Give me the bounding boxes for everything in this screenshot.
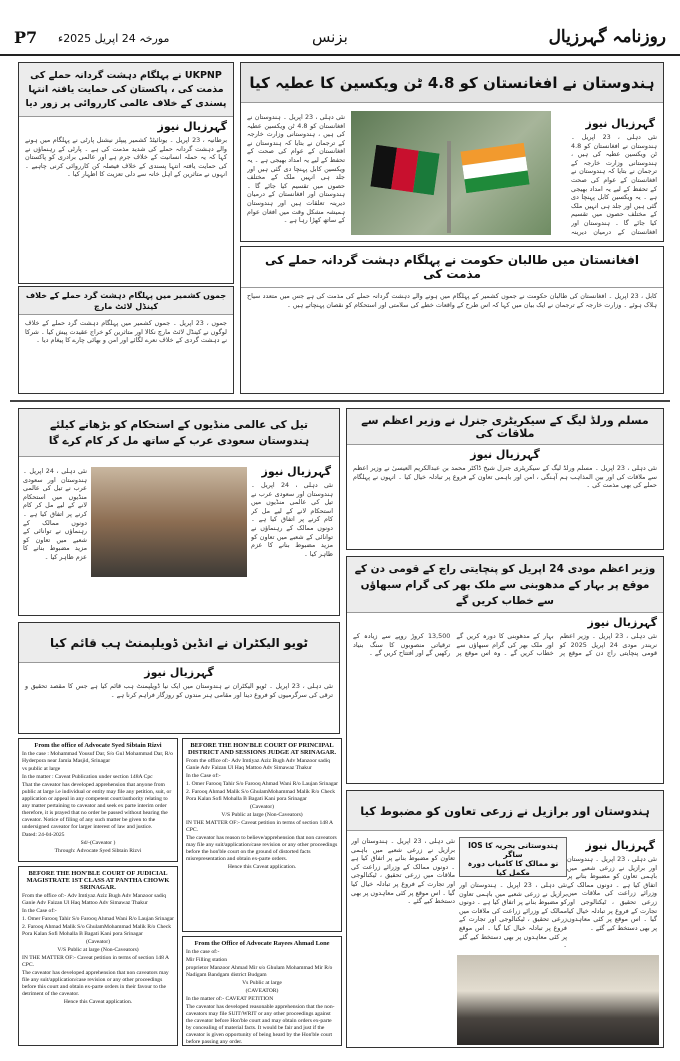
notice-line: In the case : Mohammad Yousuf Dar, S/o Gul Mohammad Dar, R/o Hyderpora near Jamia Masjid, Srinagar	[22, 751, 173, 764]
modi-byline: گہرزیال نیوز	[587, 616, 657, 629]
notice-line: The caveator has developed reasonable apprehension that the non-caveators may file SUIT/WRIT or any other proceedings against the caveator before Hon'ble court and may obtain orders ex-parte by concealing of material facts. It would be fair and just if the caveator is given opportunity of being heard by the Hon'ble court before passing any order.	[186, 1004, 335, 1045]
notice-line: Hence this Caveat application.	[63, 999, 133, 1005]
notice-line: 2. Farooq Ahmad Malik S/o GhulamMohammad Malik R/o Check Pora Kalan Sofi Mohalla B Bagati Kani pora Srinagar	[186, 789, 335, 802]
oil-headline: تیل کی عالمی منڈیوں کے استحکام کو بڑھانے کیلئے ہندوستان سعودی عرب کے ساتھ مل کر کام کرے گا	[19, 409, 339, 457]
notice-line: vs public at large	[22, 766, 61, 772]
notice-line: From the office of:- Adv Imtiyaz Aziz Bugh Adv Manzoor sadiq Ganie Adv Faizan Ul Haq Mattoo Adv Simawaz Thakur	[22, 893, 167, 906]
notice-title: From the Office of Advocate Rayees Ahmad Lone	[194, 940, 330, 947]
notice-line: In the case of:-	[186, 949, 220, 955]
notice-line: Sd/-(Caveator )	[80, 840, 116, 846]
toyota-byline: گہرزیال نیوز	[144, 666, 214, 679]
mwl-story	[346, 408, 664, 550]
mwl-body: نئی دہلی ، 23 اپریل ۔ مسلم ورلڈ لیگ کے سیکریٹری جنرل شیخ ڈاکٹر محمد بن عبدالکریم العیسیٰ نے وزیر اعظم سے ملاقات کی اور بین المذاہب ہم آہنگی ، امن اور باہمی تعاون کے فروغ پر تبادلہ خیال کیا ۔ انہوں نے پہلگام حملے کی بھی مذمت کی ۔	[353, 464, 657, 490]
notice-line: (Caveator)	[250, 804, 274, 810]
vaccine-byline: گہرزیال نیوز	[585, 117, 655, 130]
notice-line: (Caveator)	[86, 939, 110, 945]
meeting-photo	[457, 955, 659, 1045]
jammu-body: جموں ، 23 اپریل ۔ جموں کشمیر میں پہلگام دہشت گرد حملے کے خلاف لوگوں نے کینڈل لائٹ مارچ نکالا اور متاثرین کو خراج عقیدت پیش کیا ۔ شرکا نے دہشت گردی کے خلاف نعرے لگائے اور امن و بھائی چارے کا پیغام دیا ۔	[25, 319, 227, 345]
brazil-body-left: نئی دہلی ، 23 اپریل ۔ ہندوستان اور برازیل نے زرعی شعبے میں باہمی تعاون کو مضبوط بنانے پر اتفاق کیا ہے ۔ دونوں ممالک کے وزرائے زراعت کی ملاقات میں زرعی تحقیق ، ٹیکنالوجی اور تجارت کے فروغ پر تبادلہ خیال کیا گیا ۔ اس موقع پر کئی معاہدوں پر بھی دستخط کیے گئے ۔	[351, 837, 455, 906]
leaders-photo	[91, 467, 247, 577]
toyota-body: نئی دہلی ، 23 اپریل ۔ ٹویو الیکٹران نے ہندوستان میں ایک نیا ڈویلپمنٹ ہب قائم کیا ہے جس کا مقصد تحقیق و ترقی کی سرگرمیوں کو فروغ دینا اور مقامی ہنر مندوں کو روزگار فراہم کرنا ہے ۔	[25, 682, 333, 699]
notice-title: BEFORE THE HON'BLE COURT OF JUDICIAL MAGISTRATE 1ST CLASS AT PANTHA CHOWK SRINAGAR.	[26, 870, 170, 891]
legal-notice-magistrate	[18, 866, 178, 1046]
legal-notice-lone	[182, 936, 342, 1046]
taliban-story	[240, 246, 664, 394]
taliban-headline: افغانستان میں طالبان حکومت نے پہلگام دہشت گردانہ حملے کی مذمت کی	[241, 247, 663, 288]
flag-poles	[447, 141, 451, 233]
flags-photo	[351, 111, 551, 235]
notice-line: V/S Public at large (Non-Caveators)	[57, 947, 139, 953]
notice-line: Through: Advocate Syed Sibtain Rizvi	[54, 848, 142, 854]
brazil-story	[346, 790, 664, 1048]
notice-line: From the office of:- Adv Imtiyaz Aziz Bugh Adv Manzoor sadiq Ganie Adv Faizan Ul Haq Mattoo Adv Simawaz Thakur	[186, 758, 331, 771]
notice-line: In the matter of:- CAVEAT PETITION	[186, 996, 274, 1002]
page-number: P7	[14, 28, 38, 47]
ukpnp-body: برطانیہ ، 23 اپریل ۔ یونائیٹڈ کشمیر پیپلز نیشنل پارٹی نے پہلگام میں ہونے والے دہشت گردانہ حملے کی شدید مذمت کی ہے ۔ پارٹی کے رہنماؤں نے کہا کہ یہ حملہ انسانیت کے خلاف جرم ہے اور عالمی برادری کو پاکستان کی حمایت یافتہ انتہا پسندی کے خلاف فیصلہ کن کارروائی کرنی چاہیے ۔ انہوں نے متاثرین کے اہل خانہ سے دلی تعزیت کا اظہار کیا ۔	[25, 136, 227, 179]
navy-subheadline	[459, 837, 567, 877]
oil-byline: گہرزیال نیوز	[261, 465, 331, 478]
notice-line: Vs Public at large	[242, 980, 282, 986]
notice-line: That the caveator has developed apprehension that anyone from public at large i.e individual or entity may file any petition, suit, or application or appeal in any competent court/authority relating to any matter pertaining to caveator and seek ex parte interim order therefore, it is prayed that no order be passed without hearing the caveator. Notice of filing of any such matter be given to the undersigned caveator for larger interest of law and justice.	[22, 782, 172, 830]
jammu-story	[18, 286, 234, 394]
legal-notice-sessions	[182, 738, 342, 932]
notice-line: The caveator has reason to believe/apprehension that non caveators may file any suit/application/case revision or any other proceedings before the hon'ble court on the ground of distorted facts misrepresentation and obtain ex-parte orders.	[186, 835, 338, 862]
vaccine-body-left: نئی دہلی ، 23 اپریل ۔ ہندوستان نے افغانستان کو 4.8 ٹن ویکسین عطیہ کی ہیں ، ہندوستانی وزارت خارجہ کے ترجمان نے بتایا کہ ہندوستان نے افغانستان کے عوام کی صحت کے تحفظ کے لیے یہ امداد بھیجی ہے ۔ یہ ویکسین کابل پہنچا دی گئی ہیں اور جلد ہی انہیں ملک کے مختلف حصوں میں تقسیم کیا جائے گا ۔ ہندوستان اور افغانستان کے درمیان دیرینہ تعلقات ہیں اور ہندوستان ہمیشہ مشکل وقت میں افغان عوام کے ساتھ کھڑا رہا ہے ۔	[247, 113, 345, 225]
masthead	[0, 0, 680, 56]
jammu-headline: جموں کشمیر میں پہلگام دہشت گرد حملے کے خلاف کینڈل لائٹ مارچ	[19, 287, 233, 315]
taliban-body: کابل ، 23 اپریل ۔ افغانستان کی طالبان حکومت نے جموں کشمیر کے پہلگام میں ہونے والے دہشت گردانہ حملے کی مذمت کی ہے جس میں متعدد سیاح ہلاک ہوئے ۔ وزارت خارجہ کے ترجمان نے ایک بیان میں کہا کہ اس طرح کے واقعات خطے کی سلامتی اور استحکام کو نقصان پہنچاتے ہیں ۔	[247, 292, 657, 309]
divider	[10, 400, 670, 402]
oil-body-left: نئی دہلی ، 24 اپریل ۔ ہندوستان اور سعودی عرب نے تیل کی عالمی منڈیوں میں استحکام لانے کے لیے مل کر کام کرنے پر اتفاق کیا ہے ۔ دونوں ممالک کے رہنماؤں نے توانائی کے شعبے میں تعاون کو مزید مضبوط بنانے کا عزم ظاہر کیا ۔	[23, 467, 87, 561]
notice-line: 2. Farooq Ahmad Malik S/o GhulamMohammad Malik R/o Check Pora Kalan Sofi Mohalla B Bagati Kani pora Srinagar	[22, 924, 171, 937]
oil-story	[18, 408, 340, 616]
notice-line: proprietor Manzoor Ahmad Mir s/o Ghulam Mohammad Mir R/o Nadigam Bandgam district Budgam	[186, 965, 333, 978]
vaccine-headline: ہندوستان نے افغانستان کو 4.8 ٹن ویکسین کا عطیہ کیا	[241, 63, 663, 103]
notice-line: Dated: 24-04-2025	[22, 832, 65, 838]
notice-line: 1. Omer Farooq Tahir S/o Farooq Ahmad Wani R/o Laujan Srinagar	[186, 781, 338, 787]
india-flag	[460, 143, 529, 193]
notice-line: In the matter : Caveat Publication under section 148A Cpc	[22, 774, 153, 780]
navy-subhead-line1: ہندوستانی بحریہ کا IOS ساگر	[468, 841, 558, 859]
mwl-headline: مسلم ورلڈ لیگ کے سیکریٹری جنرل نے وزیر اعظم سے ملاقات کی	[347, 409, 663, 445]
issue-date: مورخہ 24 اپریل 2025ء	[58, 32, 170, 45]
brazil-body-mid: نئی دہلی ، 23 اپریل ۔ ہندوستان اور برازیل نے زرعی شعبے میں باہمی تعاون کو مضبوط بنانے پر اتفاق کیا ہے ۔ دونوں ممالک کے وزرائے زراعت کی ملاقات میں زرعی تحقیق ، ٹیکنالوجی اور تجارت کے فروغ پر تبادلہ خیال کیا گیا ۔ اس موقع پر کئی معاہدوں پر بھی دستخط کیے گئے ۔	[459, 881, 567, 950]
notice-line: Hence this Caveat application.	[227, 864, 297, 870]
vaccine-story	[240, 62, 664, 242]
notice-line: IN THE MATTER OF:- Caveat petition in terms of section 148 A CPC.	[22, 955, 169, 968]
notice-line: IN THE MATTER OF:- Caveat petition in terms of section 148 A CPC.	[186, 820, 333, 833]
toyota-story	[18, 622, 340, 734]
oil-body-right: نئی دہلی ، 24 اپریل ۔ ہندوستان اور سعودی عرب نے تیل کی عالمی منڈیوں میں استحکام لانے کے لیے مل کر کام کرنے پر اتفاق کیا ہے ۔ دونوں ممالک کے رہنماؤں نے توانائی کے شعبے میں تعاون کو مزید مضبوط بنانے کا عزم ظاہر کیا ۔	[251, 481, 333, 558]
notice-line: 1. Omer Farooq Tahir S/o Farooq Ahmad Wani R/o Laujan Srinagar	[22, 916, 174, 922]
brazil-byline: گہرزیال نیوز	[585, 839, 655, 852]
notice-line: (CAVEATOR)	[245, 988, 279, 994]
navy-subhead-line2: نو ممالک کا کامیاب دورہ مکمل کیا	[467, 859, 559, 877]
afghan-flag	[370, 145, 439, 195]
section-title: بزنس	[312, 28, 348, 46]
notice-title: From the office of Advocate Syed Sibtain Rizvi	[34, 742, 162, 749]
mwl-byline: گہرزیال نیوز	[470, 448, 540, 461]
ukpnp-byline: گہرزیال نیوز	[157, 120, 227, 133]
notice-line: V/S Public at large (Non-Caveators)	[221, 812, 303, 818]
toyota-headline: ٹویو الیکٹران نے انڈین ڈویلپمنٹ ہب قائم کیا	[19, 623, 339, 663]
notice-title: BEFORE THE HON'BLE COURT OF PRINCIPAL DISTRICT AND SESSIONS JUDGE AT SRINAGAR.	[187, 742, 337, 756]
notice-line: In the Case of:-	[186, 773, 221, 779]
ukpnp-story	[18, 62, 234, 284]
modi-body: نئی دہلی ، 23 اپریل ۔ وزیر اعظم نریندر مودی 24 اپریل 2025 کو قومی پنچایتی راج دن کے موقع پر بہار کے مدھوبنی کا دورہ کریں گے اور ملک بھر کی گرام سبھاؤں سے خطاب کریں گے ۔ وہ اس موقع پر 13,500 کروڑ روپے سے زیادہ کے ترقیاتی منصوبوں کا سنگ بنیاد رکھیں گے اور افتتاح کریں گے ۔	[353, 632, 658, 658]
modi-headline: وزیر اعظم مودی 24 اپریل کو پنچایتی راج کے قومی دن کے موقع پر بہار کے مدھوبنی سے ملک بھر کی گرام سبھاؤں سے خطاب کریں گے	[347, 557, 663, 613]
legal-notice-rizvi	[18, 738, 178, 862]
ukpnp-headline: UKPNP نے پہلگام دہشت گردانہ حملے کی مذمت کی ، پاکستان کی حمایت یافتہ انتہا پسندی کے خلاف عالمی کارروائی پر زور دیا	[19, 63, 233, 117]
notice-line: The caveator has developed apprehension that non caveators may file any suit/application/case revision or any other proceedings before this court and obtain ex-parte orders in their favour to the detriment of the caveator.	[22, 970, 169, 997]
newspaper-brand: روزنامہ گہرزیال	[548, 27, 666, 47]
vaccine-body-right: نئی دہلی ، 23 اپریل ۔ ہندوستان نے افغانستان کو 4.8 ٹن ویکسین عطیہ کی ہیں ، ہندوستانی وزارت خارجہ کے ترجمان نے بتایا کہ ہندوستان نے افغانستان کے عوام کی صحت کے تحفظ کے لیے یہ امداد بھیجی ہے ۔ یہ ویکسین کابل پہنچا دی گئی ہیں اور جلد ہی انہیں ملک کے مختلف حصوں میں تقسیم کیا جائے گا ۔ ہندوستان اور افغانستان کے درمیان دیرینہ	[571, 133, 657, 236]
notice-line: Mir Filling station	[186, 957, 228, 963]
notice-line: In the Case of:-	[22, 908, 57, 914]
modi-story	[346, 556, 664, 784]
brazil-headline: ہندوستان اور برازیل نے زرعی تعاون کو مضبوط کیا	[347, 791, 663, 831]
brazil-body-right: نئی دہلی ، 23 اپریل ۔ ہندوستان اور برازیل نے زرعی شعبے میں باہمی تعاون کو مضبوط بنانے پر اتفاق کیا ہے ۔ دونوں ممالک کے وزرائے زراعت کی ملاقات میں زرعی تحقیق ، ٹیکنالوجی اور تجارت کے فروغ پر تبادلہ خیال کیا گیا ۔ اس موقع پر کئی معاہدوں پر بھی دستخط کیے گئے ۔	[567, 855, 657, 932]
